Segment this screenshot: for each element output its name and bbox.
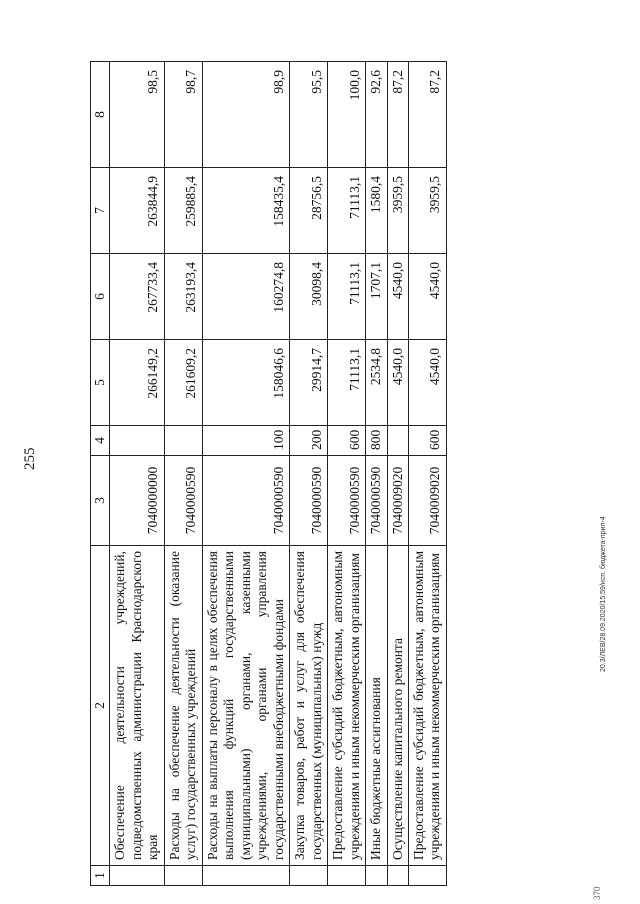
column-header: 8 bbox=[91, 62, 110, 168]
row-code-cell: 7040000000 bbox=[110, 456, 164, 546]
row-code-cell: 7040000590 bbox=[164, 456, 202, 546]
column-header: 2 bbox=[91, 546, 110, 866]
row-code-cell: 7040009020 bbox=[387, 456, 408, 546]
row-expense-type-cell: 600 bbox=[408, 426, 446, 456]
row-value-cell: 261609,2 bbox=[164, 340, 202, 426]
table-row bbox=[110, 62, 164, 886]
table-body bbox=[110, 62, 446, 886]
row-expense-type-cell: 200 bbox=[290, 426, 328, 456]
row-percent-cell: 87,2 bbox=[387, 62, 408, 168]
table-row bbox=[290, 62, 328, 886]
budget-table bbox=[90, 61, 447, 886]
row-code-cell: 7040000590 bbox=[328, 456, 366, 546]
table-header-row bbox=[91, 62, 110, 886]
row-code-cell: 7040000590 bbox=[366, 456, 387, 546]
row-code-cell: 7040009020 bbox=[408, 456, 446, 546]
row-number-cell bbox=[387, 866, 408, 886]
row-value-cell: 71113,1 bbox=[328, 254, 366, 340]
row-expense-type-cell bbox=[387, 426, 408, 456]
row-name-cell: Осуществление капитального ремонта bbox=[387, 546, 408, 866]
row-percent-cell: 100,0 bbox=[328, 62, 366, 168]
row-name-cell: Расходы на обеспечение деятельности (оказание услуг) государственных учреждений bbox=[164, 546, 202, 866]
row-percent-cell: 92,6 bbox=[366, 62, 387, 168]
row-percent-cell: 98,9 bbox=[202, 62, 289, 168]
row-name-cell: Обеспечение деятельности учреждений, подведомственных администрации Краснодарского края bbox=[110, 546, 164, 866]
row-number-cell bbox=[110, 866, 164, 886]
row-percent-cell: 98,7 bbox=[164, 62, 202, 168]
row-name-cell: Расходы на выплаты персоналу в целях обеспечения выполнения функций государственными (муниципальными) органами, казенными учреждениями, органами управления государственными внебюджетными фондами bbox=[202, 546, 289, 866]
table-row bbox=[164, 62, 202, 886]
table-row bbox=[202, 62, 289, 886]
row-number-cell bbox=[290, 866, 328, 886]
row-value-cell: 1580,4 bbox=[366, 168, 387, 254]
page-number: 255 bbox=[22, 447, 38, 470]
row-value-cell: 158046,6 bbox=[202, 340, 289, 426]
row-value-cell: 266149,2 bbox=[110, 340, 164, 426]
row-expense-type-cell bbox=[164, 426, 202, 456]
row-value-cell: 71113,1 bbox=[328, 168, 366, 254]
row-number-cell bbox=[328, 866, 366, 886]
row-value-cell: 3959,5 bbox=[408, 168, 446, 254]
row-expense-type-cell: 600 bbox=[328, 426, 366, 456]
row-name-cell: Предоставление субсидий бюджетным, автономным учреждениям и иным некоммерческим организациям bbox=[328, 546, 366, 866]
corner-mark: 370 bbox=[592, 886, 602, 900]
table-row bbox=[387, 62, 408, 886]
column-header: 7 bbox=[91, 168, 110, 254]
row-value-cell: 259885,4 bbox=[164, 168, 202, 254]
row-value-cell: 4540,0 bbox=[408, 340, 446, 426]
row-expense-type-cell: 100 bbox=[202, 426, 289, 456]
row-value-cell: 4540,0 bbox=[387, 254, 408, 340]
table-row bbox=[408, 62, 446, 886]
table-row bbox=[328, 62, 366, 886]
row-value-cell: 263844,9 bbox=[110, 168, 164, 254]
row-percent-cell: 98,5 bbox=[110, 62, 164, 168]
table-row bbox=[366, 62, 387, 886]
document-footer-note: 20.3/ЛЕВ/28.09.2020/15:59/исп. бюджета-прил-4 bbox=[600, 516, 607, 672]
row-number-cell bbox=[366, 866, 387, 886]
row-value-cell: 263193,4 bbox=[164, 254, 202, 340]
row-value-cell: 158435,4 bbox=[202, 168, 289, 254]
row-code-cell: 7040000590 bbox=[290, 456, 328, 546]
row-value-cell: 71113,1 bbox=[328, 340, 366, 426]
row-value-cell: 267733,4 bbox=[110, 254, 164, 340]
row-expense-type-cell: 800 bbox=[366, 426, 387, 456]
row-value-cell: 30098,4 bbox=[290, 254, 328, 340]
row-percent-cell: 87,2 bbox=[408, 62, 446, 168]
row-value-cell: 160274,8 bbox=[202, 254, 289, 340]
row-name-cell: Предоставление субсидий бюджетным, автономным учреждениям и иным некоммерческим организациям bbox=[408, 546, 446, 866]
row-value-cell: 1707,1 bbox=[366, 254, 387, 340]
column-header: 1 bbox=[91, 866, 110, 886]
row-number-cell bbox=[408, 866, 446, 886]
row-code-cell: 7040000590 bbox=[202, 456, 289, 546]
row-value-cell: 28756,5 bbox=[290, 168, 328, 254]
column-header: 5 bbox=[91, 340, 110, 426]
row-expense-type-cell bbox=[110, 426, 164, 456]
row-value-cell: 4540,0 bbox=[387, 340, 408, 426]
budget-table-wrapper bbox=[90, 62, 447, 886]
row-name-cell: Закупка товаров, работ и услуг для обеспечения государственных (муниципальных) нужд bbox=[290, 546, 328, 866]
row-value-cell: 4540,0 bbox=[408, 254, 446, 340]
row-number-cell bbox=[202, 866, 289, 886]
row-value-cell: 2534,8 bbox=[366, 340, 387, 426]
column-header: 4 bbox=[91, 426, 110, 456]
row-value-cell: 3959,5 bbox=[387, 168, 408, 254]
row-value-cell: 29914,7 bbox=[290, 340, 328, 426]
row-percent-cell: 95,5 bbox=[290, 62, 328, 168]
row-name-cell: Иные бюджетные ассигнования bbox=[366, 546, 387, 866]
row-number-cell bbox=[164, 866, 202, 886]
column-header: 6 bbox=[91, 254, 110, 340]
column-header: 3 bbox=[91, 456, 110, 546]
